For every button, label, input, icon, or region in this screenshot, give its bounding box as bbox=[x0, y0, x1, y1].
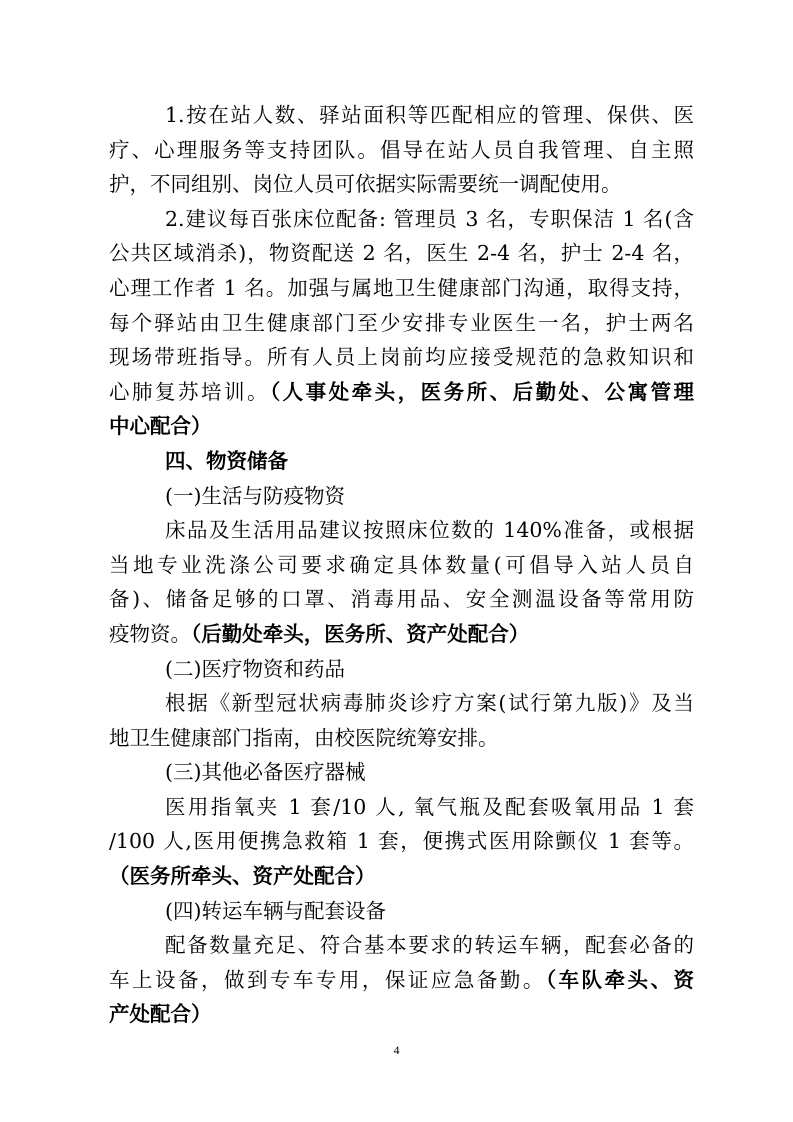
line-text: 床品及生活用品建议按照床位数的 140%准备，或根据 bbox=[165, 518, 694, 543]
line-text: 当地专业洗涤公司要求确定具体数量(可倡导入站人员自 bbox=[109, 552, 694, 577]
line-text: 1.按在站人数、驿站面积等匹配相应的管理、保供、医 bbox=[165, 103, 694, 127]
document-body bbox=[109, 98, 694, 1032]
text-line bbox=[109, 686, 694, 721]
bold-note: （人事处牵头，医务所、后勤处、公寓管理 bbox=[269, 379, 694, 404]
line-text: 根据《新型冠状病毒肺炎诊疗方案(试行第九版)》及当 bbox=[165, 691, 694, 716]
line-text: 地卫生健康部门指南，由校医院统筹安排。 bbox=[109, 725, 499, 750]
bold-note: （后勤处牵头，医务所、资产处配合） bbox=[191, 621, 530, 646]
text-line bbox=[109, 894, 694, 929]
line-text: 现场带班指导。所有人员上岗前均应接受规范的急救知识和 bbox=[109, 345, 694, 370]
text-line bbox=[109, 963, 694, 998]
text-line bbox=[109, 755, 694, 790]
text-line bbox=[109, 859, 694, 894]
line-text: 配备数量充足、符合基本要求的转运车辆，配套必备的 bbox=[165, 933, 694, 958]
bold-note: 四、物资储备 bbox=[165, 448, 288, 473]
text-line bbox=[109, 202, 694, 237]
bold-note: （医务所牵头、资产处配合） bbox=[109, 864, 376, 889]
line-text: (一)生活与防疫物资 bbox=[165, 483, 345, 508]
text-line bbox=[109, 236, 694, 271]
text-line bbox=[109, 617, 694, 652]
line-text: 2.建议每百张床位配备: 管理员 3 名，专职保洁 1 名(含 bbox=[165, 206, 694, 231]
line-text: 公共区域消杀)，物资配送 2 名，医生 2-4 名，护士 2-4 名， bbox=[109, 241, 694, 266]
text-line bbox=[109, 548, 694, 583]
line-text: (四)转运车辆与配套设备 bbox=[165, 898, 386, 923]
text-line bbox=[109, 375, 694, 410]
bold-note: 产处配合） bbox=[109, 1002, 212, 1027]
text-line bbox=[109, 167, 694, 202]
text-line bbox=[109, 271, 694, 306]
text-line bbox=[109, 409, 694, 444]
line-text: (三)其他必备医疗器械 bbox=[165, 760, 366, 785]
line-text: 疫物资。 bbox=[109, 621, 191, 646]
line-text: 医用指氧夹 1 套/10 人, 氧气瓶及配套吸氧用品 1 套 bbox=[165, 794, 694, 819]
line-text: (二)医疗物资和药品 bbox=[165, 656, 345, 681]
line-text: 心理工作者 1 名。加强与属地卫生健康部门沟通，取得支持， bbox=[109, 275, 694, 300]
line-text: 车上设备，做到专车专用，保证应急备勤。 bbox=[109, 967, 546, 992]
bold-note: （车队牵头、资 bbox=[545, 967, 694, 992]
text-line bbox=[109, 444, 694, 479]
line-text: 心肺复苏培训。 bbox=[109, 379, 270, 404]
text-line bbox=[109, 721, 694, 756]
text-line bbox=[109, 582, 694, 617]
page-number: 4 bbox=[393, 1043, 400, 1057]
text-line bbox=[109, 340, 694, 375]
text-line bbox=[109, 133, 694, 168]
text-line bbox=[109, 652, 694, 687]
text-line bbox=[109, 513, 694, 548]
text-line bbox=[109, 98, 694, 133]
text-line bbox=[109, 928, 694, 963]
line-text: 备)、储备足够的口罩、消毒用品、安全测温设备等常用防 bbox=[109, 587, 694, 612]
text-line bbox=[109, 790, 694, 825]
line-text: 护，不同组别、岗位人员可依据实际需要统一调配使用。 bbox=[109, 172, 622, 197]
text-line bbox=[109, 824, 694, 859]
text-line bbox=[109, 997, 694, 1032]
text-line bbox=[109, 479, 694, 514]
text-line bbox=[109, 306, 694, 341]
line-text: /100 人,医用便携急救箱 1 套，便携式医用除颤仪 1 套等。 bbox=[109, 829, 694, 854]
line-text: 每个驿站由卫生健康部门至少安排专业医生一名，护士两名 bbox=[109, 310, 694, 335]
line-text: 疗、心理服务等支持团队。倡导在站人员自我管理、自主照 bbox=[109, 137, 694, 162]
bold-note: 中心配合） bbox=[109, 414, 212, 439]
